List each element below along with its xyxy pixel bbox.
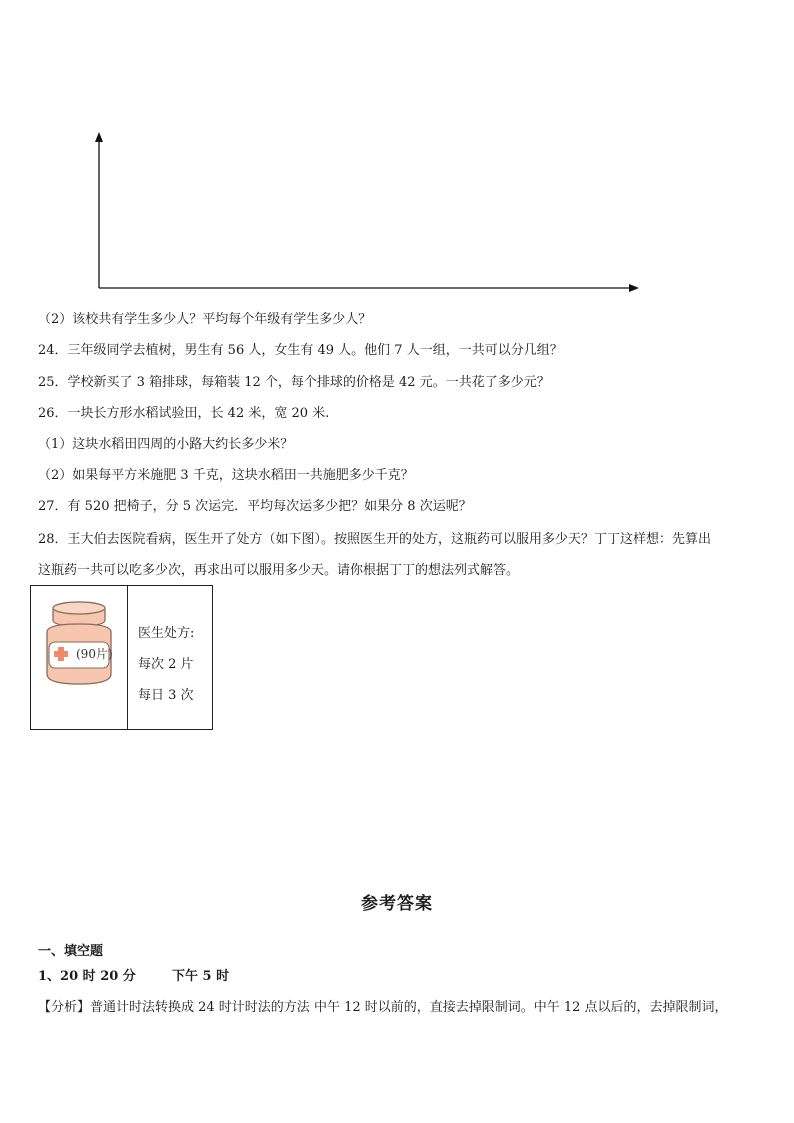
prescription-frequency: 每日 3 次 [138, 688, 194, 703]
answer-section-1: 一、填空题 [38, 944, 104, 959]
question-26-part1: （1）这块水稻田四周的小路大约长多少米？ [38, 437, 294, 452]
question-26-part2: （2）如果每平方米施肥 3 千克，这块水稻田一共施肥多少千克？ [38, 468, 414, 483]
bottle-label: (90片) [76, 647, 113, 661]
question-28-line2: 这瓶药一共可以吃多少次，再求出可以服用多少天。请你根据丁丁的想法列式解答。 [38, 563, 520, 578]
question-24: 24．三年级同学去植树，男生有 56 人，女生有 49 人。他们 7 人一组，一共可以分几组？ [38, 343, 563, 358]
answer-1-analysis: 【分析】普通计时法转换成 24 时计时法的方法 中午 12 时以前的，直接去掉限制词。中午 12 点以后的，去掉限制词， [38, 1000, 728, 1015]
question-27: 27．有 520 把椅子，分 5 次运完．平均每次运多少把？如果分 8 次运呢？ [38, 499, 472, 514]
question-28-line1: 28．王大伯去医院看病，医生开了处方（如下图）。按照医生开的处方，这瓶药可以服用多少天？丁丁这样想：先算出 [38, 532, 712, 547]
prescription-title: 医生处方: [138, 626, 195, 641]
blank-coordinate-axes [90, 128, 650, 298]
prescription-dose: 每次 2 片 [138, 657, 194, 672]
x-axis-arrow [629, 284, 639, 292]
y-axis-arrow [95, 132, 103, 142]
answer-key-title: 参考答案 [361, 894, 433, 914]
question-26: 26．一块长方形水稻试验田，长 42 米，宽 20 米. [38, 406, 330, 421]
q23-part2: （2）该校共有学生多少人？平均每个年级有学生多少人？ [38, 312, 372, 327]
answer-1: 1、20 时 20 分 下午 5 时 [38, 969, 230, 984]
medicine-bottle-icon [39, 598, 119, 688]
prescription-box [30, 585, 213, 730]
prescription-divider [127, 586, 128, 729]
question-25: 25．学校新买了 3 箱排球，每箱装 12 个，每个排球的价格是 42 元。一共花了多少元？ [38, 375, 550, 390]
